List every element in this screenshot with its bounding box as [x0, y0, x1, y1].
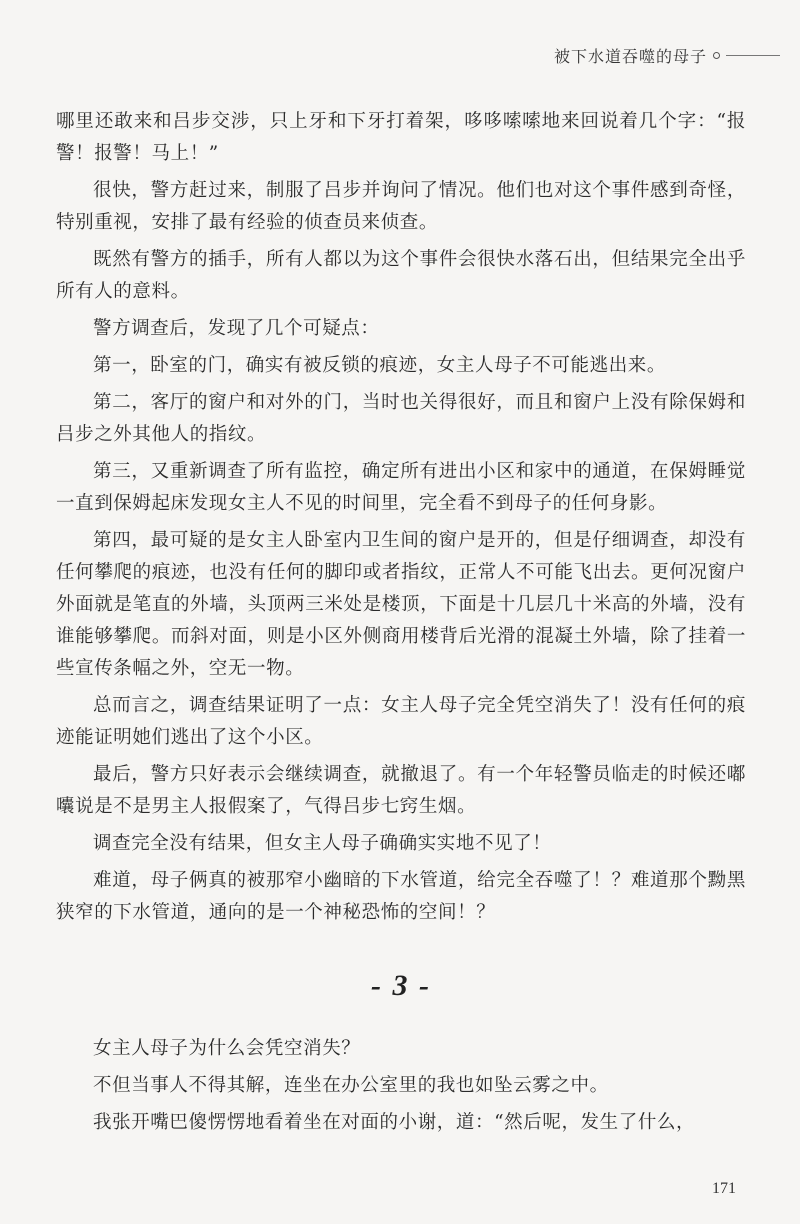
- paragraph: 很快，警方赶过来，制服了吕步并询问了情况。他们也对这个事件感到奇怪，特别重视，安排了最有经验的侦查员来侦查。: [56, 180, 746, 233]
- paragraph: 既然有警方的插手，所有人都以为这个事件会很快水落石出，但结果完全出乎所有人的意料。: [56, 249, 746, 302]
- paragraph: 第二，客厅的窗户和对外的门，当时也关得很好，而且和窗户上没有除保姆和吕步之外其他人的指纹。: [56, 392, 746, 445]
- paragraph: 我张开嘴巴傻愣愣地看着坐在对面的小谢，道：“然后呢，发生了什么，: [93, 1112, 696, 1133]
- page-number: 171: [712, 1180, 736, 1197]
- paragraph: 第三，又重新调查了所有监控，确定所有进出小区和家中的通道，在保姆睡觉一直到保姆起床发现女主人不见的时间里，完全看不到母子的任何身影。: [56, 461, 746, 514]
- paragraph: 最后，警方只好表示会继续调查，就撤退了。有一个年轻警员临走的时候还嘟囔说是不是男主人报假案了，气得吕步七窍生烟。: [56, 764, 746, 817]
- running-title: 被下水道吞噬的母子: [553, 47, 707, 66]
- paragraph: 不但当事人不得其解，连坐在办公室里的我也如坠云雾之中。: [93, 1075, 609, 1096]
- paragraph: 警方调查后，发现了几个可疑点：: [93, 318, 380, 339]
- paragraph: 第四，最可疑的是女主人卧室内卫生间的窗户是开的，但是仔细调查，却没有任何攀爬的痕迹，也没有任何的脚印或者指纹，正常人不可能飞出去。更何况窗户外面就是笔直的外墙，头顶两三米处是楼顶，下面是十几层几十米高的外墙，没有谁能够攀爬。而斜对面，则是小区外侧商用楼背后光滑的混凝土外墙，除了挂着一些宣传条幅之外，空无一物。: [56, 530, 746, 679]
- header-ornament-circle-icon: [713, 52, 720, 59]
- running-header: [554, 44, 780, 67]
- paragraph: 难道，母子俩真的被那窄小幽暗的下水管道，给完全吞噬了！？难道那个黝黑狭窄的下水管道，通向的是一个神秘恐怖的空间！？: [56, 870, 746, 923]
- body-text: [56, 106, 746, 1144]
- paragraph: 女主人母子为什么会凭空消失？: [93, 1038, 361, 1059]
- section-number: - 3 -: [371, 969, 431, 1002]
- paragraph: 第一，卧室的门，确实有被反锁的痕迹，女主人母子不可能逃出来。: [93, 355, 667, 376]
- header-rule: [726, 55, 780, 56]
- paragraph: 总而言之，调查结果证明了一点：女主人母子完全凭空消失了！没有任何的痕迹能证明她们逃出了这个小区。: [56, 695, 746, 748]
- paragraph: 调查完全没有结果，但女主人母子确确实实地不见了！: [93, 833, 552, 854]
- paragraph: 哪里还敢来和吕步交涉，只上牙和下牙打着架，哆哆嗦嗦地来回说着几个字：“报警！报警！马上！”: [56, 111, 746, 164]
